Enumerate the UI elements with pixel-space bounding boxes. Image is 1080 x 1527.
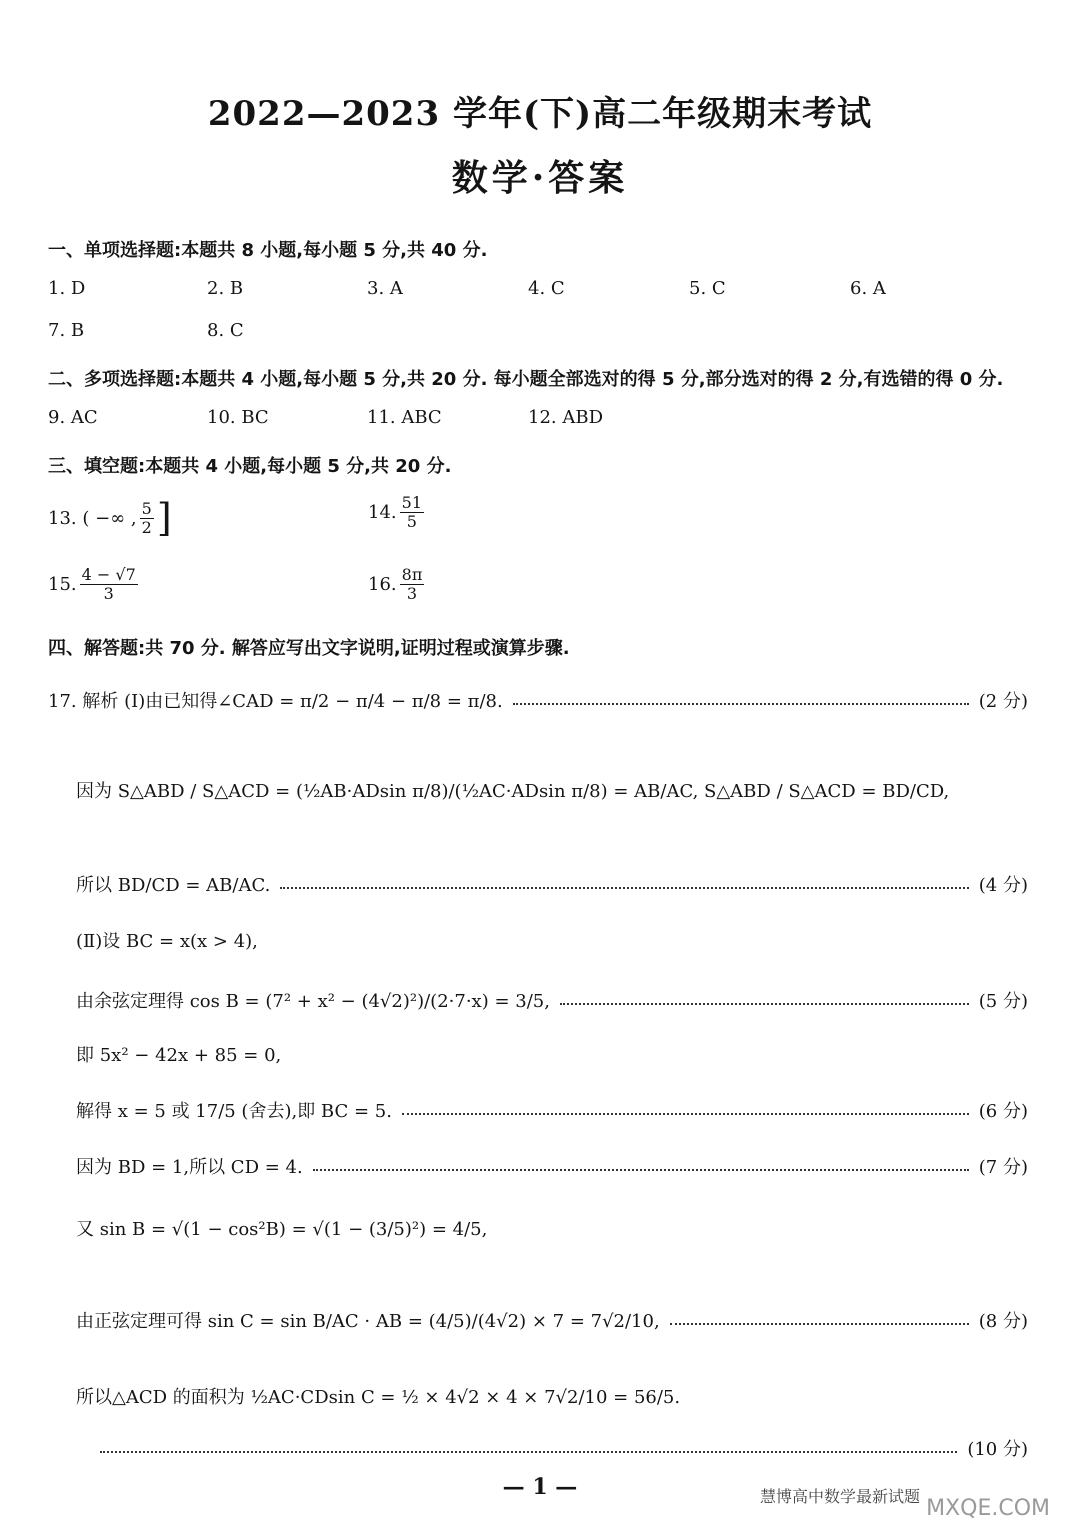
solution-text-8: 因为 BD = 1,所以 CD = 4. <box>76 1157 303 1178</box>
answer-5: 5. C <box>689 278 726 299</box>
answer-10: 10. BC <box>207 407 269 428</box>
answer-16-fraction <box>400 566 425 602</box>
answer-6: 6. A <box>850 278 886 299</box>
answer-1: 1. D <box>48 278 86 299</box>
solution-text-6: 即 5x² − 42x + 85 = 0, <box>76 1045 282 1066</box>
answer-16-num: 8π <box>401 565 423 584</box>
answer-15-num: 4 − √7 <box>81 565 136 584</box>
answer-14-num: 51 <box>401 493 422 512</box>
solution-text-1: 17. 解析 (Ⅰ)由已知得∠CAD = π/2 − π/4 − π/8 = π/8. <box>48 691 503 712</box>
answer-13-interval: ( −∞ , <box>82 507 137 529</box>
solution-line-6 <box>76 1034 1028 1074</box>
page-number: — 1 — <box>502 1474 578 1500</box>
solution-line-9 <box>76 1208 1028 1248</box>
solution-text-9: 又 sin B = √(1 − cos²B) = √(1 − (3/5)²) = 4/5, <box>76 1219 488 1240</box>
solution-text-3: 所以 BD/CD = AB/AC. <box>76 875 271 896</box>
section-fill: 三、填空题:本题共 4 小题,每小题 5 分,共 20 分. <box>48 456 452 477</box>
answer-16 <box>368 566 427 602</box>
solution-line-3 <box>76 864 1028 904</box>
answer-13-fraction <box>140 500 154 536</box>
answer-14 <box>368 494 427 530</box>
answer-2: 2. B <box>207 278 244 299</box>
solution-text-2: 因为 S△ABD / S△ACD = (½AB·ADsin π/8)/(½AC·ADsin π/8) = AB/AC, S△ABD / S△ACD = BD/CD, <box>76 781 950 802</box>
solution-line-5 <box>76 980 1028 1020</box>
solution-line-4 <box>76 920 1028 960</box>
answer-15-fraction <box>80 566 138 602</box>
page-title: 2022—2023 学年(下)高二年级期末考试 <box>207 94 873 134</box>
answer-12: 12. ABD <box>528 407 604 428</box>
wechat-source-label: 慧博高中数学最新试题 <box>760 1487 921 1506</box>
answer-4: 4. C <box>528 278 565 299</box>
solution-line-7 <box>76 1090 1028 1130</box>
score-5: (7 分) <box>978 1157 1028 1178</box>
section-multi-choice: 二、多项选择题:本题共 4 小题,每小题 5 分,共 20 分. 每小题全部选对的得 5 分,部分选对的得 2 分,有选错的得 0 分. <box>48 369 1004 390</box>
dot-leader <box>313 1169 969 1171</box>
answer-7: 7. B <box>48 320 85 341</box>
answer-13-den: 2 <box>141 517 152 537</box>
answer-16-label: 16. <box>368 573 397 595</box>
dot-leader <box>402 1113 969 1115</box>
score-3: (5 分) <box>978 991 1028 1012</box>
answer-15 <box>48 566 141 602</box>
solution-line-12 <box>90 1428 1028 1468</box>
answer-16-den: 3 <box>406 583 418 603</box>
solution-text-10: 由正弦定理可得 sin C = sin B/AC · AB = (4/5)/(4√2) × 7 = 7√2/10, <box>76 1311 660 1332</box>
solution-line-2 <box>76 770 1028 810</box>
score-6: (8 分) <box>978 1311 1028 1332</box>
solution-line-1 <box>48 680 1028 720</box>
solution-line-8 <box>76 1146 1028 1186</box>
answer-15-label: 15. <box>48 573 77 595</box>
answer-9: 9. AC <box>48 407 98 428</box>
answer-14-den: 5 <box>406 511 417 531</box>
score-2: (4 分) <box>978 875 1028 896</box>
answer-15-den: 3 <box>103 583 114 603</box>
dot-leader <box>513 703 969 705</box>
page-subtitle: 数学·答案 <box>451 157 629 199</box>
answer-14-fraction <box>400 494 424 530</box>
score-4: (6 分) <box>978 1101 1028 1122</box>
score-1: (2 分) <box>978 691 1028 712</box>
solution-text-4: (Ⅱ)设 BC = x(x > 4), <box>76 931 258 952</box>
answer-3: 3. A <box>367 278 403 299</box>
solution-text-7: 解得 x = 5 或 17/5 (舍去),即 BC = 5. <box>76 1101 392 1122</box>
solution-text-5: 由余弦定理得 cos B = (7² + x² − (4√2)²)/(2·7·x) = 3/5, <box>76 991 550 1012</box>
solution-line-10 <box>76 1300 1028 1340</box>
section-single-choice: 一、单项选择题:本题共 8 小题,每小题 5 分,共 40 分. <box>48 240 488 261</box>
site-watermark: MXQE.COM <box>926 1496 1050 1521</box>
dot-leader <box>670 1323 969 1325</box>
dot-leader <box>560 1003 969 1005</box>
answer-13: 13. ( −∞ , $\frac{5}{2}$ ] <box>48 496 172 540</box>
answer-8: 8. C <box>207 320 244 341</box>
dot-leader <box>100 1451 957 1453</box>
answer-14-label: 14. <box>368 501 397 523</box>
answer-13-label: 13. <box>48 507 77 529</box>
dot-leader <box>280 887 968 889</box>
section-solutions: 四、解答题:共 70 分. 解答应写出文字说明,证明过程或演算步骤. <box>48 638 570 659</box>
score-7: (10 分) <box>967 1439 1028 1460</box>
solution-line-11 <box>76 1376 1028 1416</box>
solution-text-11: 所以△ACD 的面积为 ½AC·CDsin C = ½ × 4√2 × 4 × 7√2/10 = 56/5. <box>76 1387 681 1408</box>
answer-11: 11. ABC <box>367 407 442 428</box>
answer-13-num: 5 <box>141 498 152 518</box>
